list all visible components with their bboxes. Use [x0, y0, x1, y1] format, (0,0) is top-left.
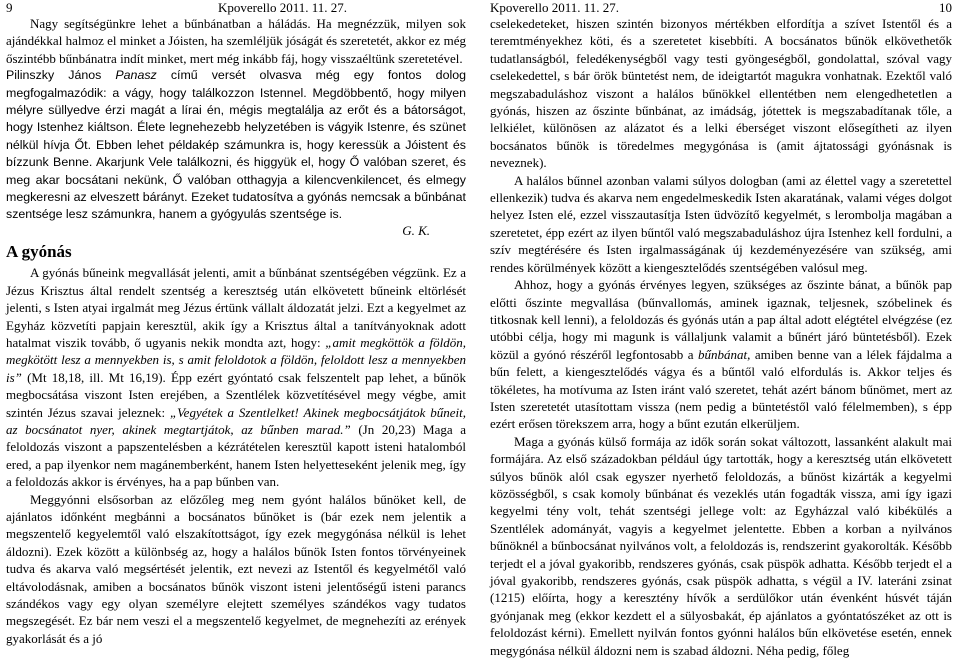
italic-run: Panasz: [115, 68, 157, 83]
right-running-title: Kpoverello 2011. 11. 27.: [490, 0, 620, 15]
italic-run: „amit megköttök a földön, megkötött lesz a mennyekben is, s amit feloldotok a földön, feloldott lesz a mennyekben is”: [6, 334, 466, 385]
italic-run: „Vegyétek a Szentlelket! Akinek megbocsátjátok bűneit, az bocsánatot nyer, akinek megtartjátok, az bűnben marad.”: [6, 404, 466, 437]
signature: G. K.: [402, 222, 430, 238]
right-paragraph-3: Ahhoz, hogy a gyónás érvényes legyen, szükséges az őszinte bánat, a bűnök pap előtti őszinte megvallása (bűnvallomás, aminek igaznak, teljesnek, szóbelinek és titkosnak kell lenni), a feloldozás és gyónás után a pap által adott elégtétel elvégzése (ez utóbbi célja, hogy mi magunk is vállaljunk valamit a bűnért járó büntetésből). Ezek közül a gyónó részéről legfontosabb a bűnbánat, amiben benne van a lélek fájdalma a bűn felett, a kiengesztelődés vágya és a bűntől való elfordulás is. Akkor teljes és tökéletes, ha motívuma az Isten iránt való szeretet, tehát azért bánom bűnömet, mert az Isten szeretetét utasítottam vissza (nem pedig a büntetéstől való félelmemben), s épp ezért erősen törekszem arra, hogy a bűnt ezután elkerüljem.: [490, 277, 952, 432]
left-paragraph-2-runs: Pilinszky János Panasz című versét olvasva még egy fontos dolog megfogalmazódik: a vágy, hogy találkozzon Istennel.: [6, 68, 466, 100]
left-page-header: [6, 0, 466, 15]
right-page: [480, 0, 960, 658]
left-paragraph-1: Nagy segítségünkre lehet a bűnbánatban a háládás. Ha megnézzük, milyen sok ajándékkal halmoz el minket a Jóisten, ha szemléljük jóságát és szeretetét, akkor ez még őszintébb bűnbánatra indít minket, mert még inkább fáj, hogy visszaéltünk szeretetével.: [6, 16, 466, 66]
right-paragraph-4: Maga a gyónás külső formája az idők során sokat változott, lassanként alakult mai formájára. Az első századokban például úgy tartották, hogy a keresztség után elkövetett súlyos bűnök alól csak egyszer nyerhető feloldozás, a bűnöst kizárták a kegyelmi közösségből, s csak komoly bűnbánat és vezeklés után fogadták vissza, ami így igazi kegyelmi tény volt, tehát szentségi jellege volt: az Egyházzal való kibékülés a Szentlélek adományát, vagyis a kegyelmet jelentette. Ebben a korban a nyilvános bűnöknél a bűnbocsánat nyilvános volt, a feloldozás is, rendszerint gyakorolták. Később terjedt el a jóval gyakoribb, rendszeres gyónás, csak püspök adhatta. Később terjedt el a jóval gyakoribb, rendszeres gyónás, csak püspök adhatta, s végül a IV. lateráni zsinat (1215) előírta, hogy a keresztény hívők a serdülőkor után évenként húsvét táján gyónjanak meg (ekkor kezdett el a sülyosbakát, ép ajánlatos a gyóntatószéket az ott is feloldozást kérni). Emellett nyilván fontos gyónni halálos bűn elkövetése esetén, ennek megygónása nélkül áldozni nem is szabad áldozni. Néha pedig, főleg: [490, 433, 952, 658]
left-page-number: 9: [6, 0, 13, 15]
left-running-title: Kpoverello 2011. 11. 27.: [218, 0, 348, 15]
right-page-header: [490, 0, 952, 15]
right-page-number: 10: [939, 0, 952, 15]
section-heading: A gyónás: [6, 242, 72, 262]
left-paragraph-3: A gyónás bűneink megvallását jelenti, amit a bűnbánat szentségében végzünk. Ez a Jézus Krisztus által rendelt szentség a keresztség után elkövetett bűneink eltörlését jelenti, s Isten atyai irgalmát meg Jézus értünk vállalt áldozatát jelzi. Ezt a kegyelmet az Egyház közvetíti papjain keresztül, akik így a Krisztus által a tanítványoknak adott hatalmat viszik tovább, ő ugyanis nekik mondta azt, hogy: „amit megköttök a földön, megkötött lesz a mennyekben is, s amit feloldotok a földön, feloldott lesz a mennyekben is” (Mt 18,18, ill. Mt 16,19). Épp ezért gyóntató csak felszentelt pap lehet, a bűnök megbocsátása viszont Isten erejében, a Szentlélek közvetítésével megy végbe, amit szintén Jézus szavai jeleznek: „Vegyétek a Szentlelket! Akinek megbocsátjátok bűneit, az bocsánatot nyer, akinek megtartjátok, az bűnben marad.” (Jn 20,23) Maga a feloldozás viszont a papszentelésben a kézrátételen keresztül kapott isteni hatalomból ered, a pap ilyenkor nem magánemberként, hanem Isten helyetteseként jelenik meg, így a feloldozás akkor is érvényes, ha a pap bűnben van.: [6, 265, 466, 490]
italic-run: bűnbánat: [698, 346, 748, 362]
left-page: [0, 0, 480, 646]
left-paragraph-4: Meggyónni elsősorban az előzőleg meg nem gyónt halálos bűnöket kell, de ajánlatos időnként megbánni a bocsánatos bűnöket is (bár ezek nem jelentik a megszentelő kegyelemtől való elszakítottságot, így ezek megygónása nélkül is lehet áldozni). Ezek között a különbség az, hogy a halálos bűnök Isten fontos törvényeinek tudva és akarva való megsértését jelentik, ezt nevezi az Istentől és kegyelmétől való eltávolodásnak, amiben a bocsánatos bűnök viszont isteni jelentőségű isteni parancs szándékos vagy egy olyan személyre elejtett személyes szándékos vagy tudatos megszegését. Ez bár nem veszi el a megszentelő kegyelmet, de megnehezíti az erények gyakorlását és a jó: [6, 491, 466, 646]
right-paragraph-1: cselekedeteket, hiszen szintén bizonyos mértékben elfordítja a szívet Istentől és a teremtményekhez köti, és a szeretetet kisebbíti. A bocsánatos bűnök elkövethetők tudatlanságból, feledékenységből vagy testi gyöngeségből, gondolattal, szóval vagy cselekedettel, s bár örök büntetést nem, de ideigtartót magukra vonhatnak. Ezektől való megszabaduláshoz viszont a halálos bűnökkel ellentétben nem elengedhetetlen a gyónás, hiszen az őszinte bűnbánat, az imádság, jótettek is megszabadítanak tőle, a lelkiélet, különösen az alázatot és a lelki éberséget viszont elősegítheti az ilyen bocsánatos bűnök is töredelmes megygónása is (amit ájtatossági gyónásnak is neveznek).: [490, 16, 952, 171]
right-paragraph-2: A halálos bűnnel azonban valami súlyos dologban (ami az élettel vagy a szeretettel ellenkezik) tudva és akarva nem engedelmeskedik Isten akaratának, valami véges dolgot helyez Isten elé, ezzel visszautasítja Isten üdvözítő kegyelmét, s lerombolja magában a szeretetet, épp ezért az ilyen bűntől való megszabaduláshoz újra Istenhez kell fordulni, a szív megtérésére és Isten irgalmasságának új kezdeményezésére van szükség, ami rendes körülmények között a kiengesztelődés szentségében valósul meg.: [490, 172, 952, 275]
left-paragraph-2-rest: Megdöbbentő, hogy milyen mélyre süllyedve érzi magát a lírai én, mégis megtalálja az erőt és a bátorságot, hogy Istenhez kiáltson. Élete legnehezebb helyzetében is vágyik Istenre, és szünet nélkül hívja Őt. Ebben lehet példakép számunkra is, hogy keressük a Jóistent és bízzunk Benne. Akarjunk Vele találkozni, és higgyük el, hogy Ő valóban szeret, és meg akar bocsátani nekünk, Ő valóban otthagyja a kilencvenkilencet, és elmegy megkeresni az elveszett bárányt. Ezeket tudatosítva a gyónás nemcsak a bűnbánat szentsége lesz számunkra, hanem a gyógyulás szentsége is.: [6, 85, 466, 222]
left-paragraph-2: [6, 67, 466, 224]
